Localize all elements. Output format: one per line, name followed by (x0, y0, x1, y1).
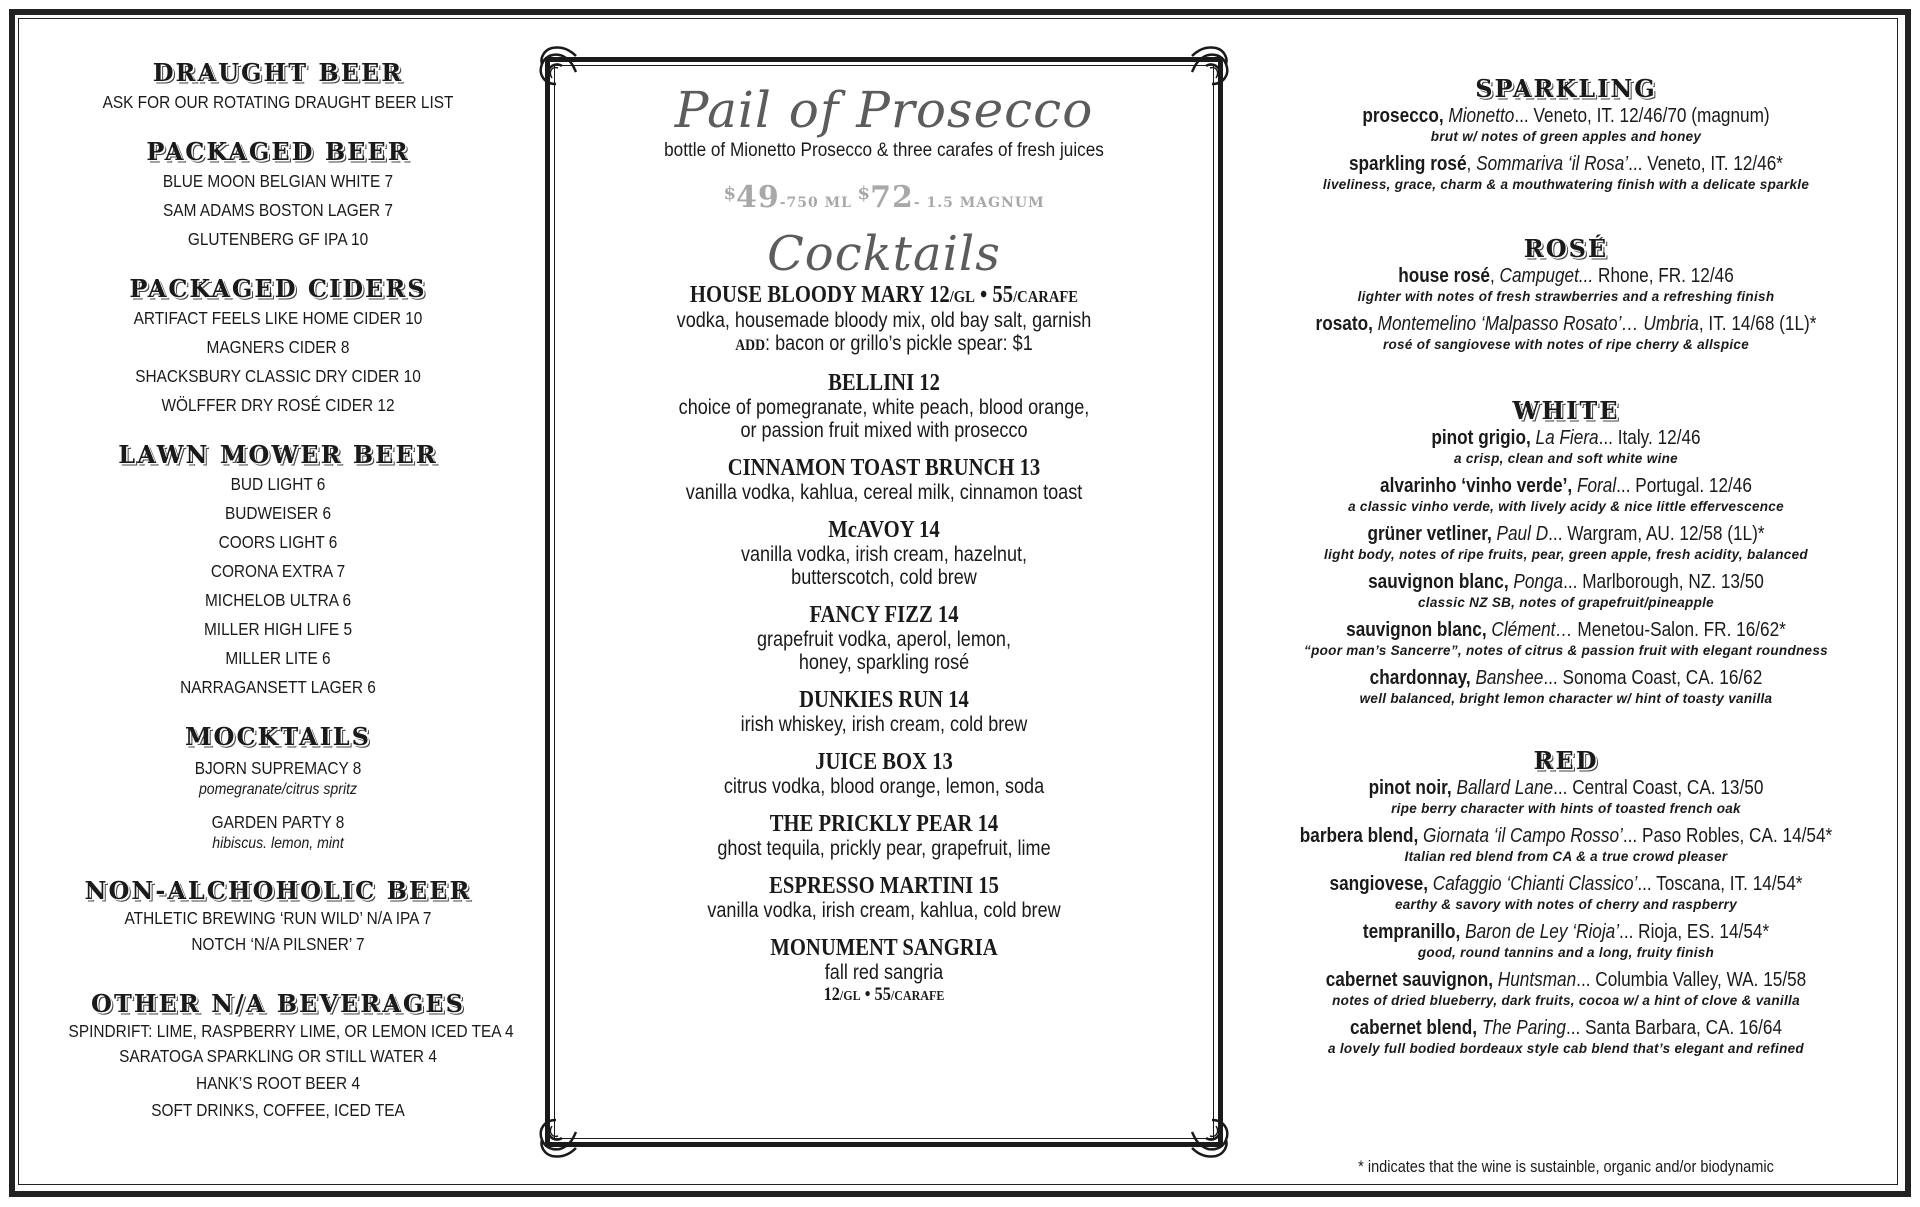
cocktail-price (590, 984, 1178, 1008)
wine-item (1294, 426, 1838, 450)
wine-grape: sauvignon blanc, (1368, 571, 1509, 593)
cocktail-name: McAVOY 14 (828, 517, 940, 543)
list-item: BUD LIGHT 6 (230, 474, 326, 494)
right-column-wines (1250, 74, 1882, 1088)
wine-item (1294, 920, 1838, 944)
price-magnum: 72 (870, 180, 914, 215)
cocktail-desc: honey, sparkling rosé (798, 651, 970, 674)
section-lawn-mower-beer (40, 440, 516, 702)
list-item: ATHLETIC BREWING ‘RUN WILD’ N/A IPA 7 (124, 908, 432, 928)
cocktail-desc: choice of pomegranate, white peach, blood orange, (678, 396, 1090, 419)
wine-item (1294, 264, 1838, 288)
heading-packaged-ciders: PACKAGED CIDERS (129, 274, 427, 303)
wine-note: well balanced, bright lemon character w/ hint of toasty vanilla (1359, 691, 1773, 706)
cocktail-item (542, 750, 1226, 798)
heading-packaged-beer: PACKAGED BEER (146, 137, 410, 166)
cocktail-item (542, 456, 1226, 504)
draught-note: ASK FOR OUR ROTATING DRAUGHT BEER LIST (102, 92, 454, 112)
wine-producer: Huntsman (1493, 969, 1577, 991)
wine-region-price: , IT. 14/68 (1L)* (1698, 313, 1817, 335)
cocktail-name: MONUMENT SANGRIA (770, 935, 998, 961)
section-white (1250, 396, 1882, 708)
cocktail-name: JUICE BOX 13 (815, 749, 953, 775)
cocktail-name: CINNAMON TOAST BRUNCH 13 (727, 455, 1041, 481)
wine-region-price: ... Sonoma Coast, CA. 16/62 (1543, 667, 1763, 689)
wine-grape: chardonnay, (1369, 667, 1471, 689)
wine-region-price: ... Columbia Valley, WA. 15/58 (1576, 969, 1807, 991)
wine-grape: pinot grigio, (1431, 427, 1531, 449)
wine-producer: Paul D (1491, 523, 1549, 545)
cocktail-desc: or passion fruit mixed with prosecco (740, 419, 1028, 442)
list-item: CORONA EXTRA 7 (210, 561, 346, 581)
wine-note: liveliness, grace, charm & a mouthwatering finish with a delicate sparkle (1322, 177, 1810, 192)
wine-producer: Giornata ‘il Campo Rosso’ (1418, 825, 1623, 847)
wine-item (1294, 1016, 1838, 1040)
mocktail-name: GARDEN PARTY 8 (211, 812, 345, 832)
cocktail-name: ESPRESSO MARTINI 15 (769, 873, 999, 899)
wine-grape: cabernet sauvignon, (1325, 969, 1494, 991)
wine-note: Italian red blend from CA & a true crowd pleaser (1404, 849, 1728, 864)
cocktail-desc: irish whiskey, irish cream, cold brew (740, 713, 1028, 736)
wine-grape: sauvignon blanc, (1346, 619, 1487, 641)
wine-region-price: ... Veneto, IT. 12/46* (1628, 153, 1784, 175)
wine-grape: barbera blend, (1299, 825, 1419, 847)
cocktail-desc: butterscotch, cold brew (791, 566, 977, 589)
list-item: GLUTENBERG GF IPA 10 (187, 229, 369, 249)
list-item: MICHELOB ULTRA 6 (204, 590, 352, 610)
wine-region-price: ... Santa Barbara, CA. 16/64 (1565, 1017, 1783, 1039)
cocktail-name-text: HOUSE BLOODY MARY 12 (689, 282, 950, 308)
heading-sparkling: SPARKLING (1475, 74, 1657, 103)
wine-grape: pinot noir, (1368, 777, 1452, 799)
wine-region-price: Menetou-Salon. FR. 16/62* (1572, 619, 1786, 641)
unit-carafe: /CARAFE (1013, 287, 1079, 306)
wine-region-price: ... Rioja, ES. 14/54* (1619, 921, 1770, 943)
center-panel-cocktails (542, 52, 1226, 1152)
wine-item (1294, 152, 1838, 176)
section-red (1250, 746, 1882, 1058)
section-non-alcoholic-beer (40, 876, 516, 959)
cocktail-item (542, 371, 1226, 442)
wine-grape: prosecco, (1362, 105, 1444, 127)
wine-note: “poor man’s Sancerre”, notes of citrus & passion fruit with elegant roundness (1304, 643, 1828, 658)
carafe-price: • 55 (860, 984, 891, 1005)
cocktail-name: DUNKIES RUN 14 (799, 687, 969, 713)
heading-white: WHITE (1512, 396, 1620, 425)
wine-producer: The Paring (1477, 1017, 1566, 1039)
section-packaged-ciders (40, 274, 516, 420)
wine-region-price: ... Central Coast, CA. 13/50 (1553, 777, 1764, 799)
wine-item (1294, 666, 1838, 690)
wine-item (1294, 312, 1838, 336)
wine-item (1294, 872, 1838, 896)
wine-grape: house rosé (1398, 265, 1490, 287)
wine-note: a crisp, clean and soft white wine (1453, 451, 1678, 466)
section-mocktails (40, 722, 516, 854)
section-draught-beer (40, 58, 516, 117)
wine-item (1294, 104, 1838, 128)
addon-label: ADD (735, 337, 766, 354)
wine-region-price: ... Wargram, AU. 12/58 (1L)* (1548, 523, 1765, 545)
wine-note: rosé of sangiovese with notes of ripe cherry & allspice (1382, 337, 1750, 352)
section-packaged-beer (40, 137, 516, 254)
section-rose (1250, 234, 1882, 354)
heading-rose: ROSÉ (1523, 234, 1609, 263)
wine-note: a classic vinho verde, with lively acidy & nice little effervescence (1348, 499, 1784, 514)
section-other-na-beverages (40, 989, 516, 1124)
left-column-beer-and-na (40, 58, 516, 1142)
addon-text: : bacon or grillo’s pickle spear: $1 (765, 332, 1033, 355)
wine-note: light body, notes of ripe fruits, pear, green apple, fresh acidity, balanced (1324, 547, 1808, 562)
list-item: SPINDRIFT: LIME, RASPBERRY LIME, OR LEMON ICED TEA 4 (68, 1021, 514, 1041)
cocktail-desc: fall red sangria (824, 961, 944, 984)
price-750ml-unit: -750 ML (779, 195, 852, 211)
mocktail-name: BJORN SUPREMACY 8 (194, 758, 362, 778)
wine-item (1294, 522, 1838, 546)
wine-grape: rosato, (1315, 313, 1373, 335)
wine-note: lighter with notes of fresh strawberries and a refreshing finish (1357, 289, 1775, 304)
unit-glass: /GL (949, 287, 975, 306)
wine-producer: Montemelino ‘Malpasso Rosato’… Umbria (1372, 313, 1699, 335)
scroll-ornament-icon (1190, 1116, 1234, 1160)
wine-grape: alvarinho ‘vinho verde’, (1380, 475, 1573, 497)
mocktail-desc: hibiscus. lemon, mint (212, 835, 344, 852)
heading-other-na-beverages: OTHER N/A BEVERAGES (91, 989, 465, 1018)
cocktails-title: Cocktails (767, 226, 1001, 282)
unit-carafe: /CARAFE (890, 989, 945, 1004)
heading-mocktails: MOCKTAILS (184, 722, 372, 751)
heading-red: RED (1533, 746, 1599, 775)
unit-glass: /GL (839, 989, 861, 1004)
section-sparkling (1250, 74, 1882, 194)
wine-producer: Sommariva ‘il Rosa’ (1476, 153, 1629, 175)
cocktail-item (542, 283, 1226, 357)
scroll-ornament-icon (534, 1116, 578, 1160)
wine-region-price: ... Veneto, IT. 12/46/70 (magnum) (1514, 105, 1770, 127)
cocktail-desc: citrus vodka, blood orange, lemon, soda (723, 775, 1045, 798)
cocktail-item (542, 812, 1226, 860)
wine-producer: Ballard Lane (1451, 777, 1554, 799)
mocktail-desc: pomegranate/citrus spritz (198, 781, 358, 798)
cocktail-desc: vodka, housemade bloody mix, old bay salt, garnish (676, 309, 1092, 332)
wine-producer: Banshee (1470, 667, 1544, 689)
cocktail-item (542, 688, 1226, 736)
cocktail-desc: vanilla vodka, kahlua, cereal milk, cinnamon toast (685, 481, 1083, 504)
wine-note: good, round tannins and a long, fruity finish (1417, 945, 1715, 960)
cocktail-item (542, 518, 1226, 589)
glass-price: 12 (823, 984, 840, 1005)
list-item: MAGNERS CIDER 8 (206, 337, 350, 357)
wine-note: classic NZ SB, notes of grapefruit/pineapple (1417, 595, 1714, 610)
wine-note: notes of dried blueberry, dark fruits, cocoa w/ a hint of clove & vanilla (1332, 993, 1800, 1008)
panel-content (542, 52, 1226, 1022)
wine-grape: cabernet blend, (1349, 1017, 1478, 1039)
wine-item (1294, 968, 1838, 992)
wine-note: ripe berry character with hints of toasted french oak (1391, 801, 1741, 816)
price-currency: $ (723, 183, 736, 204)
wine-grape: sangiovese, (1329, 873, 1428, 895)
heading-lawn-mower-beer: LAWN MOWER BEER (118, 440, 438, 469)
cocktail-desc: ghost tequila, prickly pear, grapefruit, lime (717, 837, 1051, 860)
price-magnum-unit: - 1.5 MAGNUM (913, 195, 1045, 211)
wine-region-price: ... Paso Robles, CA. 14/54* (1622, 825, 1833, 847)
wine-note: brut w/ notes of green apples and honey (1430, 129, 1702, 144)
price-currency: $ (857, 183, 871, 204)
cocktail-item (542, 874, 1226, 922)
wine-producer: Foral (1572, 475, 1617, 497)
wine-producer: Cafaggio ‘Chianti Classico’ (1427, 873, 1638, 895)
wine-region-price: ... Italy. 12/46 (1598, 427, 1701, 449)
wine-grape: sparkling rosé (1348, 153, 1467, 175)
cocktail-name (590, 283, 1178, 309)
cocktail-addon (590, 332, 1178, 357)
list-item: WÖLFFER DRY ROSÉ CIDER 12 (161, 395, 395, 415)
cocktail-desc: grapefruit vodka, aperol, lemon, (757, 628, 1011, 651)
pail-description: bottle of Mionetto Prosecco & three carafes of fresh juices (664, 139, 1104, 161)
wine-item (1294, 474, 1838, 498)
cocktail-item (542, 603, 1226, 674)
list-item: SAM ADAMS BOSTON LAGER 7 (163, 200, 393, 220)
cocktail-name: FANCY FIZZ 14 (809, 602, 959, 628)
wine-region-price: ... Portugal. 12/46 (1616, 475, 1752, 497)
sustainability-footnote: * indicates that the wine is sustainble, organic and/or biodynamic (1358, 1158, 1774, 1176)
list-item: NOTCH ‘N/A PILSNER’ 7 (191, 934, 365, 954)
list-item: MILLER HIGH LIFE 5 (203, 619, 353, 639)
cocktail-item (542, 936, 1226, 1008)
wine-grape: tempranillo, (1362, 921, 1461, 943)
wine-item (1294, 824, 1838, 848)
pail-of-prosecco-title: Pail of Prosecco (674, 81, 1094, 139)
list-item: SHACKSBURY CLASSIC DRY CIDER 10 (135, 366, 421, 386)
cocktail-name: BELLINI 12 (828, 370, 940, 396)
wine-producer: Campuget... (1499, 265, 1594, 287)
wine-item (1294, 570, 1838, 594)
list-item: ARTIFACT FEELS LIKE HOME CIDER 10 (133, 308, 423, 328)
wine-region-price: ... Marlborough, NZ. 13/50 (1563, 571, 1764, 593)
wine-item (1294, 776, 1838, 800)
list-item: HANK’S ROOT BEER 4 (195, 1073, 361, 1093)
list-item: BUDWEISER 6 (224, 503, 332, 523)
wine-producer: Ponga (1508, 571, 1564, 593)
wine-producer: La Fiera (1530, 427, 1599, 449)
wine-producer: Clément… (1486, 619, 1573, 641)
list-item: SARATOGA SPARKLING OR STILL WATER 4 (119, 1046, 437, 1066)
wine-region-price: Rhone, FR. 12/46 (1593, 265, 1734, 287)
carafe-price: • 55 (974, 282, 1014, 308)
list-item: MILLER LITE 6 (225, 648, 331, 668)
heading-non-alcoholic-beer: NON-ALCHOHOLIC BEER (84, 876, 472, 905)
list-item: SOFT DRINKS, COFFEE, ICED TEA (151, 1100, 405, 1120)
wine-grape: grüner vetliner, (1367, 523, 1492, 545)
heading-draught-beer: DRAUGHT BEER (152, 58, 404, 87)
separator: , (1489, 265, 1500, 287)
cocktail-name: THE PRICKLY PEAR 14 (769, 811, 999, 837)
wine-item (1294, 618, 1838, 642)
list-item: COORS LIGHT 6 (218, 532, 338, 552)
cocktail-desc: vanilla vodka, irish cream, kahlua, cold brew (707, 899, 1061, 922)
pail-price-line (542, 178, 1226, 219)
separator: , (1466, 153, 1477, 175)
wine-note: a lovely full bodied bordeaux style cab blend that’s elegant and refined (1328, 1041, 1804, 1056)
price-750ml: 49 (735, 180, 780, 215)
wine-producer: Baron de Ley ‘Rioja’ (1460, 921, 1620, 943)
wine-producer: Mionetto (1443, 105, 1515, 127)
wine-region-price: ... Toscana, IT. 14/54* (1637, 873, 1803, 895)
cocktail-desc: vanilla vodka, irish cream, hazelnut, (740, 543, 1028, 566)
wine-note: earthy & savory with notes of cherry and raspberry (1394, 897, 1738, 912)
list-item: BLUE MOON BELGIAN WHITE 7 (162, 171, 394, 191)
list-item: NARRAGANSETT LAGER 6 (180, 677, 376, 697)
